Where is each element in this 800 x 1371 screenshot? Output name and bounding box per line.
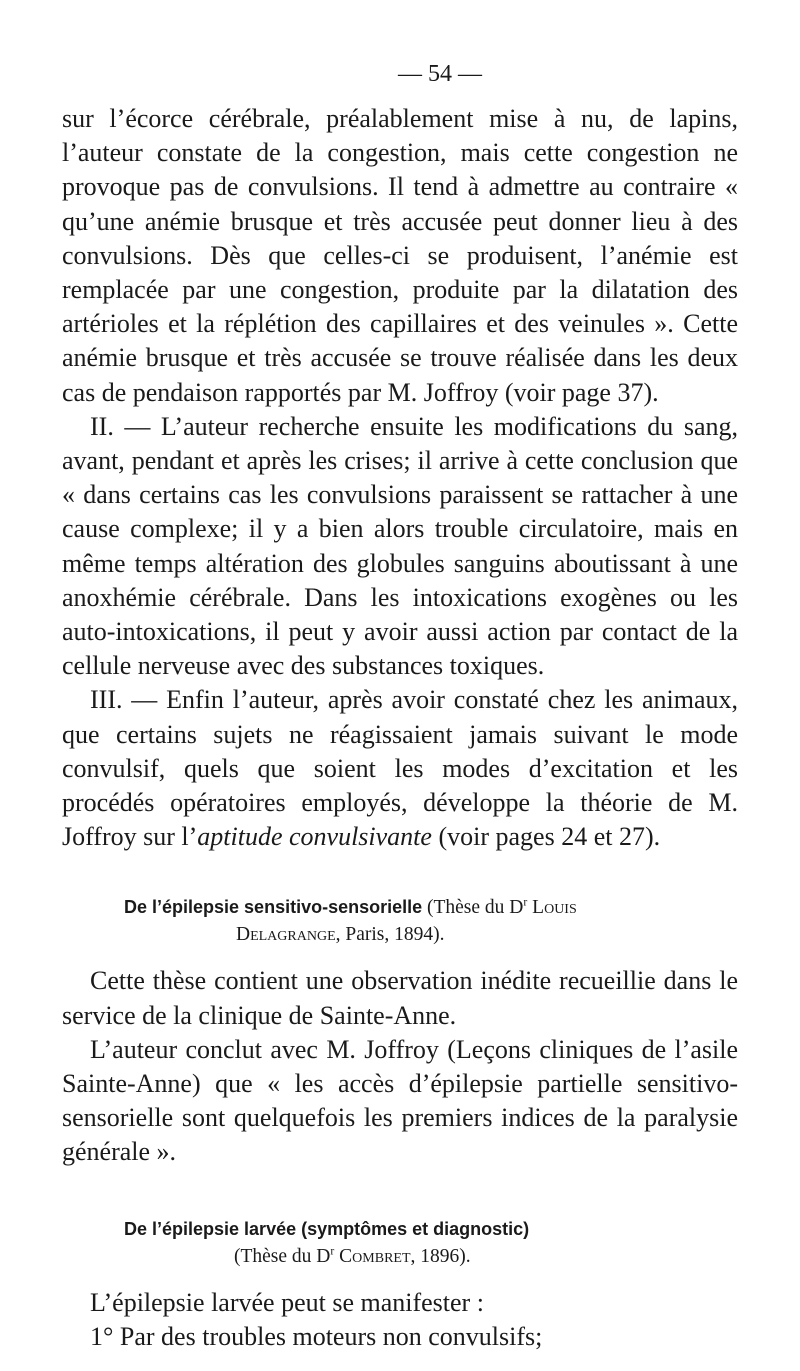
thesis-reference-suffix: , Paris, 1894). (335, 924, 445, 946)
thesis-reference-prefix: (Thèse du D (234, 1245, 331, 1267)
section-title: De l’épilepsie sensitivo-sensorielle (124, 897, 423, 918)
page-number: — 54 — (398, 61, 482, 87)
author-first-name: Louis (532, 897, 577, 919)
section1-paragraph-2: L’auteur conclut avec M. Joffroy (Leçons cliniques de l’asile Sainte-Anne) que « les accès d’épilepsie partielle sensitivo-sensorielle sont quelquefois les premiers indices de la paralysie générale ». (62, 1034, 738, 1167)
section2-line-2: 1° Par des troubles moteurs non convulsifs; (90, 1321, 543, 1351)
author-name: Combret (339, 1245, 411, 1267)
section-heading-epilepsie-larvee (62, 1216, 738, 1270)
paragraph-section-ii: II. — L’auteur recherche ensuite les modifications du sang, avant, pendant et après les crises; il arrive à cette conclusion que « dans certains cas les convulsions paraissent se rattacher à une cause complexe; il y a bien alors trouble circulatoire, mais en même temps altération des globules sanguins aboutissant à une anoxhémie cérébrale. Dans les intoxications exogènes ou les auto-intoxications, il peut y avoir aussi action par contact de la cellule nerveuse avec des substances toxiques. (62, 411, 738, 681)
section1-paragraph-1: Cette thèse contient une observation inédite recueillie dans le service de la clinique de Sainte-Anne. (62, 966, 738, 1030)
doctor-abbrev-sup: r (330, 1244, 335, 1258)
aptitude-convulsivante-term: aptitude convulsivante (197, 822, 432, 852)
section-title: De l’épilepsie larvée (symptômes et diagnostic) (124, 1218, 530, 1239)
paragraph-section-iii-end: (voir pages 24 et 27). (431, 822, 661, 852)
paragraph-section-iii (62, 683, 738, 854)
author-last-name: Delagrange (236, 924, 336, 946)
section2-line-1: L’épilepsie larvée peut se manifester : (90, 1287, 484, 1317)
paragraph-section-iii-start: III. — Enfin l’auteur, après avoir constaté chez les animaux, que certains sujets ne réagissaient jamais suivant le mode convulsif, quels que soient les modes d’excitation et les procédés opératoires employés, développe la théorie de M. Joffroy sur l’ (62, 685, 738, 852)
thesis-reference-suffix: , 1896). (410, 1245, 471, 1267)
paragraph-continuation: sur l’écorce cérébrale, préalablement mise à nu, de lapins, l’auteur constate de la congestion, mais cette congestion ne provoque pas de convulsions. Il tend à admettre au contraire « qu’une anémie brusque et très accusée peut donner lieu à des convulsions. Dès que celles-ci se produisent, l’anémie est remplacée par une congestion, produite par la dilatation des artérioles et la réplétion des capillaires et des veinules ». Cette anémie brusque et très accusée se trouve réalisée dans les deux cas de pendaison rapportés par M. Joffroy (voir page 37). (62, 104, 738, 407)
section-heading-sensitivo-sensorielle (62, 894, 738, 948)
doctor-abbrev-sup: r (523, 895, 528, 909)
thesis-reference-prefix: (Thèse du D (427, 897, 524, 919)
